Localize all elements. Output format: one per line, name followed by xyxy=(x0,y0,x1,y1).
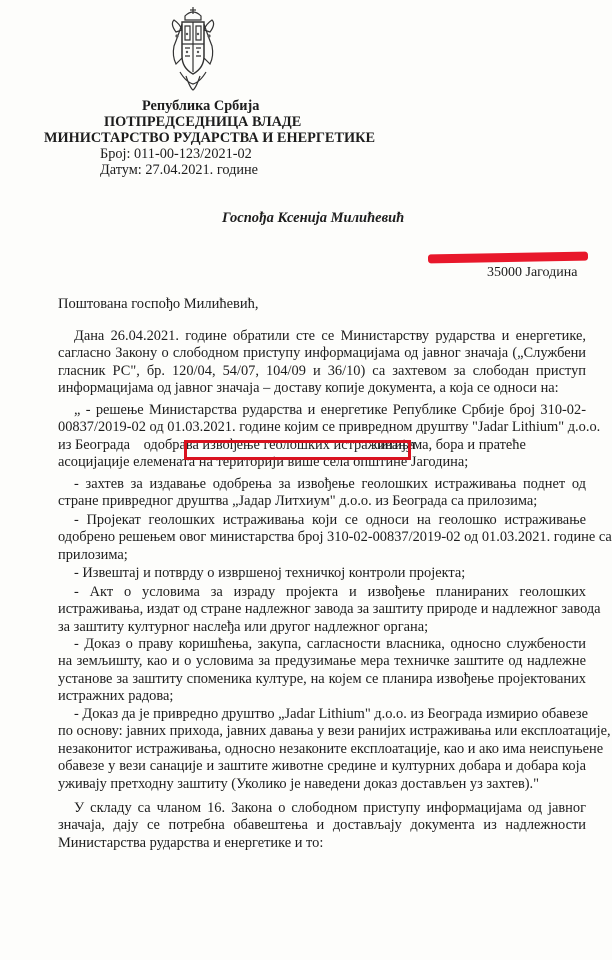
paragraph-line: - Извештај и потврду о извршеној техничкој контроли пројекта; xyxy=(74,565,466,581)
paragraph-line: - захтев за издавање одобрења за извођење геолошких истраживања поднет од xyxy=(74,476,586,492)
paragraph-line: уживају претходну заштиту (Уколико је наведени доказ достављен уз захтев)." xyxy=(58,775,540,792)
paragraph-line: за заштиту културног наслеђа или другог надлежног органа; xyxy=(58,618,429,635)
addressee-name: Госпођа Ксенија Милићевић xyxy=(222,210,405,226)
addressee-city: 35000 Јагодина xyxy=(487,265,578,280)
paragraph-line: значаја, дају се потребна обавештења и достављају документа из надлежности xyxy=(58,817,586,834)
paragraph-line: асоцијације елемената на територији више села општине Јагодина; xyxy=(58,454,469,471)
paragraph-line: незаконитог истраживања, односно незаконите експлоатације, као и ако има неиспуњене xyxy=(58,740,604,757)
paragraph-line: гласник РС", бр. 120/04, 54/07, 104/09 и 36/10) са захтевом за слободан приступ xyxy=(58,362,586,379)
paragraph-request xyxy=(58,328,586,398)
paragraph-fragment: литијума, бора и пратеће xyxy=(373,436,526,453)
paragraph-land-rights xyxy=(58,636,586,706)
header-vice-president: ПОТПРЕДСЕДНИЦА ВЛАДЕ xyxy=(104,114,302,130)
paragraph-line: по основу: јавних прихода, јавних давања у вези ранијих истраживања или експлоатације, xyxy=(58,723,611,740)
paragraph-line: Дана 26.04.2021. године обратили сте се Министарству рударства и енергетике, xyxy=(74,328,586,344)
salutation: Поштована госпођо Милићевић, xyxy=(58,296,259,312)
paragraph-line: - Доказ да је привредно друштво „Jadar Lithium" д.о.о. из Београда измирио обавезе xyxy=(74,706,588,722)
paragraph-line: сагласно Закону о слободном приступу информацијама од јавног значаја („Службени xyxy=(58,345,586,362)
paragraph-line: истраживања, издат од стране надлежног завода за заштиту природе и надлежног завода xyxy=(58,601,601,618)
document-date: Датум: 27.04.2021. године xyxy=(100,162,258,178)
header-republic: Република Србија xyxy=(142,98,260,114)
paragraph-line: У складу са чланом 16. Закона о слободном приступу информацијама од јавног xyxy=(74,800,586,816)
paragraph-report xyxy=(58,565,586,582)
paragraph-line: обавезе у вези санације и заштите животне средине и културних добара и добара која xyxy=(58,758,586,775)
paragraph-article-16 xyxy=(58,800,586,852)
paragraph-decision xyxy=(58,402,601,472)
highlight-box xyxy=(184,440,411,460)
paragraph-line: одобрено решењем овог министарства број 310-02-00837/2019-02 од 01.03.2021. године са xyxy=(58,529,612,546)
paragraph-line: - Пројекат геолошких истраживања који се односи на геолошко истраживање xyxy=(74,512,586,528)
paragraph-line: - Доказ о праву коришћења, закупа, сагласности власника, односно службености xyxy=(74,636,586,652)
paragraph-line: - Акт о условима за израду пројекта и извођење планираних геолошких xyxy=(74,584,586,600)
header-ministry: МИНИСТАРСТВО РУДАРСТВА И ЕНЕРГЕТИКЕ xyxy=(44,130,376,146)
paragraph-act xyxy=(58,584,601,636)
paragraph-line: на земљишту, као и о условима за предузимање мера техничке заштите од надлежне xyxy=(58,653,586,670)
paragraph-line: прилозима; xyxy=(58,546,128,563)
paragraph-line: стране привредног друштва „Јадар Литхиум" д.о.о. из Београда са прилозима; xyxy=(58,493,538,510)
coat-of-arms-icon xyxy=(168,6,218,92)
paragraph-line: установе за заштиту споменика културе, на којем се планира извођење пројектованих xyxy=(58,670,586,687)
redacted-address xyxy=(428,252,588,264)
paragraph-project xyxy=(58,512,612,564)
paragraph-line: „ - решење Министарства рударства и енергетике Републике Србије број 310-02- xyxy=(74,402,586,418)
paragraph-obligations xyxy=(58,706,611,793)
paragraph-fragment: из Београда xyxy=(58,436,131,453)
document-number: Број: 011-00-123/2021-02 xyxy=(100,146,252,162)
paragraph-line: Министарства рударства и енергетике и то: xyxy=(58,834,324,851)
paragraph-line: истражних радова; xyxy=(58,688,174,705)
paragraph-line: 00837/2019-02 од 01.03.2021. године којим се привредном друштву "Jadar Lithium" д.о.о. xyxy=(58,419,601,436)
highlighted-phrase: одобрава извођење геолошких истраживања xyxy=(143,436,416,453)
paragraph-application xyxy=(58,476,586,511)
paragraph-line: информацијама од јавног значаја – доставу копије документа, а која се односи на: xyxy=(58,380,559,397)
